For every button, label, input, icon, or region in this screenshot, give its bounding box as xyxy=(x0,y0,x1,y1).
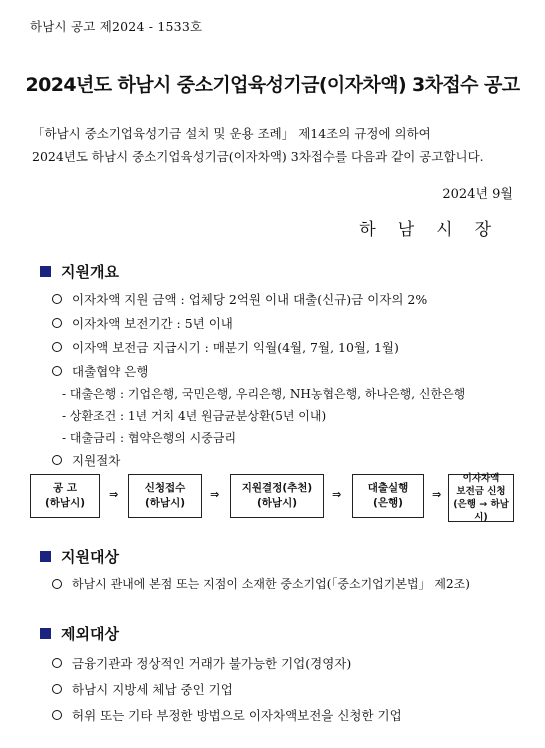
flow-step-decision: 지원결정(추천) (하남시) xyxy=(230,474,324,518)
flow-step-loan: 대출실행 (은행) xyxy=(352,474,424,518)
sub-item-interest-rate: - 대출금리 : 협약은행의 시중금리 xyxy=(62,431,237,445)
section-square-icon xyxy=(40,551,51,562)
circle-bullet-icon xyxy=(52,366,62,376)
circle-bullet-icon xyxy=(52,294,62,304)
right-arrow-icon: ⇒ xyxy=(109,488,119,501)
section-square-icon xyxy=(40,628,51,639)
intro-line-1: 「하남시 중소기업육성기금 설치 및 운용 조례」 제14조의 규정에 의하여 xyxy=(32,126,431,141)
circle-bullet-icon xyxy=(52,455,62,465)
circle-bullet-icon xyxy=(52,710,62,720)
sub-item-repayment: - 상환조건 : 1년 거치 4년 원금균분상환(5년 이내) xyxy=(62,409,327,423)
list-item: 지원절차 xyxy=(52,451,120,469)
section-title: 제외대상 xyxy=(61,625,119,643)
section-heading-exclusion xyxy=(40,623,119,644)
list-item: 대출협약 은행 xyxy=(52,362,148,380)
sub-item-banks: - 대출은행 : 기업은행, 국민은행, 우리은행, NH농협은행, 하나은행, 신한은행 xyxy=(62,387,466,401)
list-item: 이자액 보전금 지급시기 : 매분기 익월(4월, 7월, 10월, 1월) xyxy=(52,338,399,356)
list-item: 이자차액 보전기간 : 5년 이내 xyxy=(52,314,233,332)
section-heading-overview xyxy=(40,261,119,282)
list-item: 하남시 관내에 본점 또는 지점이 소재한 중소기업(「중소기업기본법」 제2조) xyxy=(52,575,470,592)
section-square-icon xyxy=(40,266,51,277)
procedure-flow xyxy=(30,474,515,522)
intro-paragraph xyxy=(32,122,522,168)
right-arrow-icon: ⇒ xyxy=(210,488,220,501)
notice-date: 2024년 9월 xyxy=(442,187,513,202)
list-item: 하남시 지방세 체납 중인 기업 xyxy=(52,680,233,698)
flow-step-subsidy-claim: 이자차액 보전금 신청 (은행 → 하남시) xyxy=(448,474,514,522)
list-item: 금융기관과 정상적인 거래가 불가능한 기업(경영자) xyxy=(52,654,351,672)
document-title: 2024년도 하남시 중소기업육성기금(이자차액) 3차접수 공고 xyxy=(25,74,520,96)
flow-step-application: 신청접수 (하남시) xyxy=(128,474,202,518)
list-item: 이자차액 지원 금액 : 업체당 2억원 이내 대출(신규)금 이자의 2% xyxy=(52,290,427,308)
section-title: 지원개요 xyxy=(61,263,119,281)
right-arrow-icon: ⇒ xyxy=(432,488,442,501)
circle-bullet-icon xyxy=(52,658,62,668)
circle-bullet-icon xyxy=(52,579,62,589)
notice-number: 하남시 공고 제2024 - 1533호 xyxy=(30,19,203,34)
issuer-name: 하남시장 xyxy=(359,220,513,240)
intro-line-2: 2024년도 하남시 중소기업육성기금(이자차액) 3차접수를 다음과 같이 공고합니다. xyxy=(32,149,484,164)
right-arrow-icon: ⇒ xyxy=(332,488,342,501)
circle-bullet-icon xyxy=(52,684,62,694)
list-item: 허위 또는 기타 부정한 방법으로 이자차액보전을 신청한 기업 xyxy=(52,706,402,724)
flow-step-notice: 공 고 (하남시) xyxy=(30,474,100,518)
circle-bullet-icon xyxy=(52,318,62,328)
section-heading-target xyxy=(40,546,119,567)
section-title: 지원대상 xyxy=(61,548,119,566)
circle-bullet-icon xyxy=(52,342,62,352)
